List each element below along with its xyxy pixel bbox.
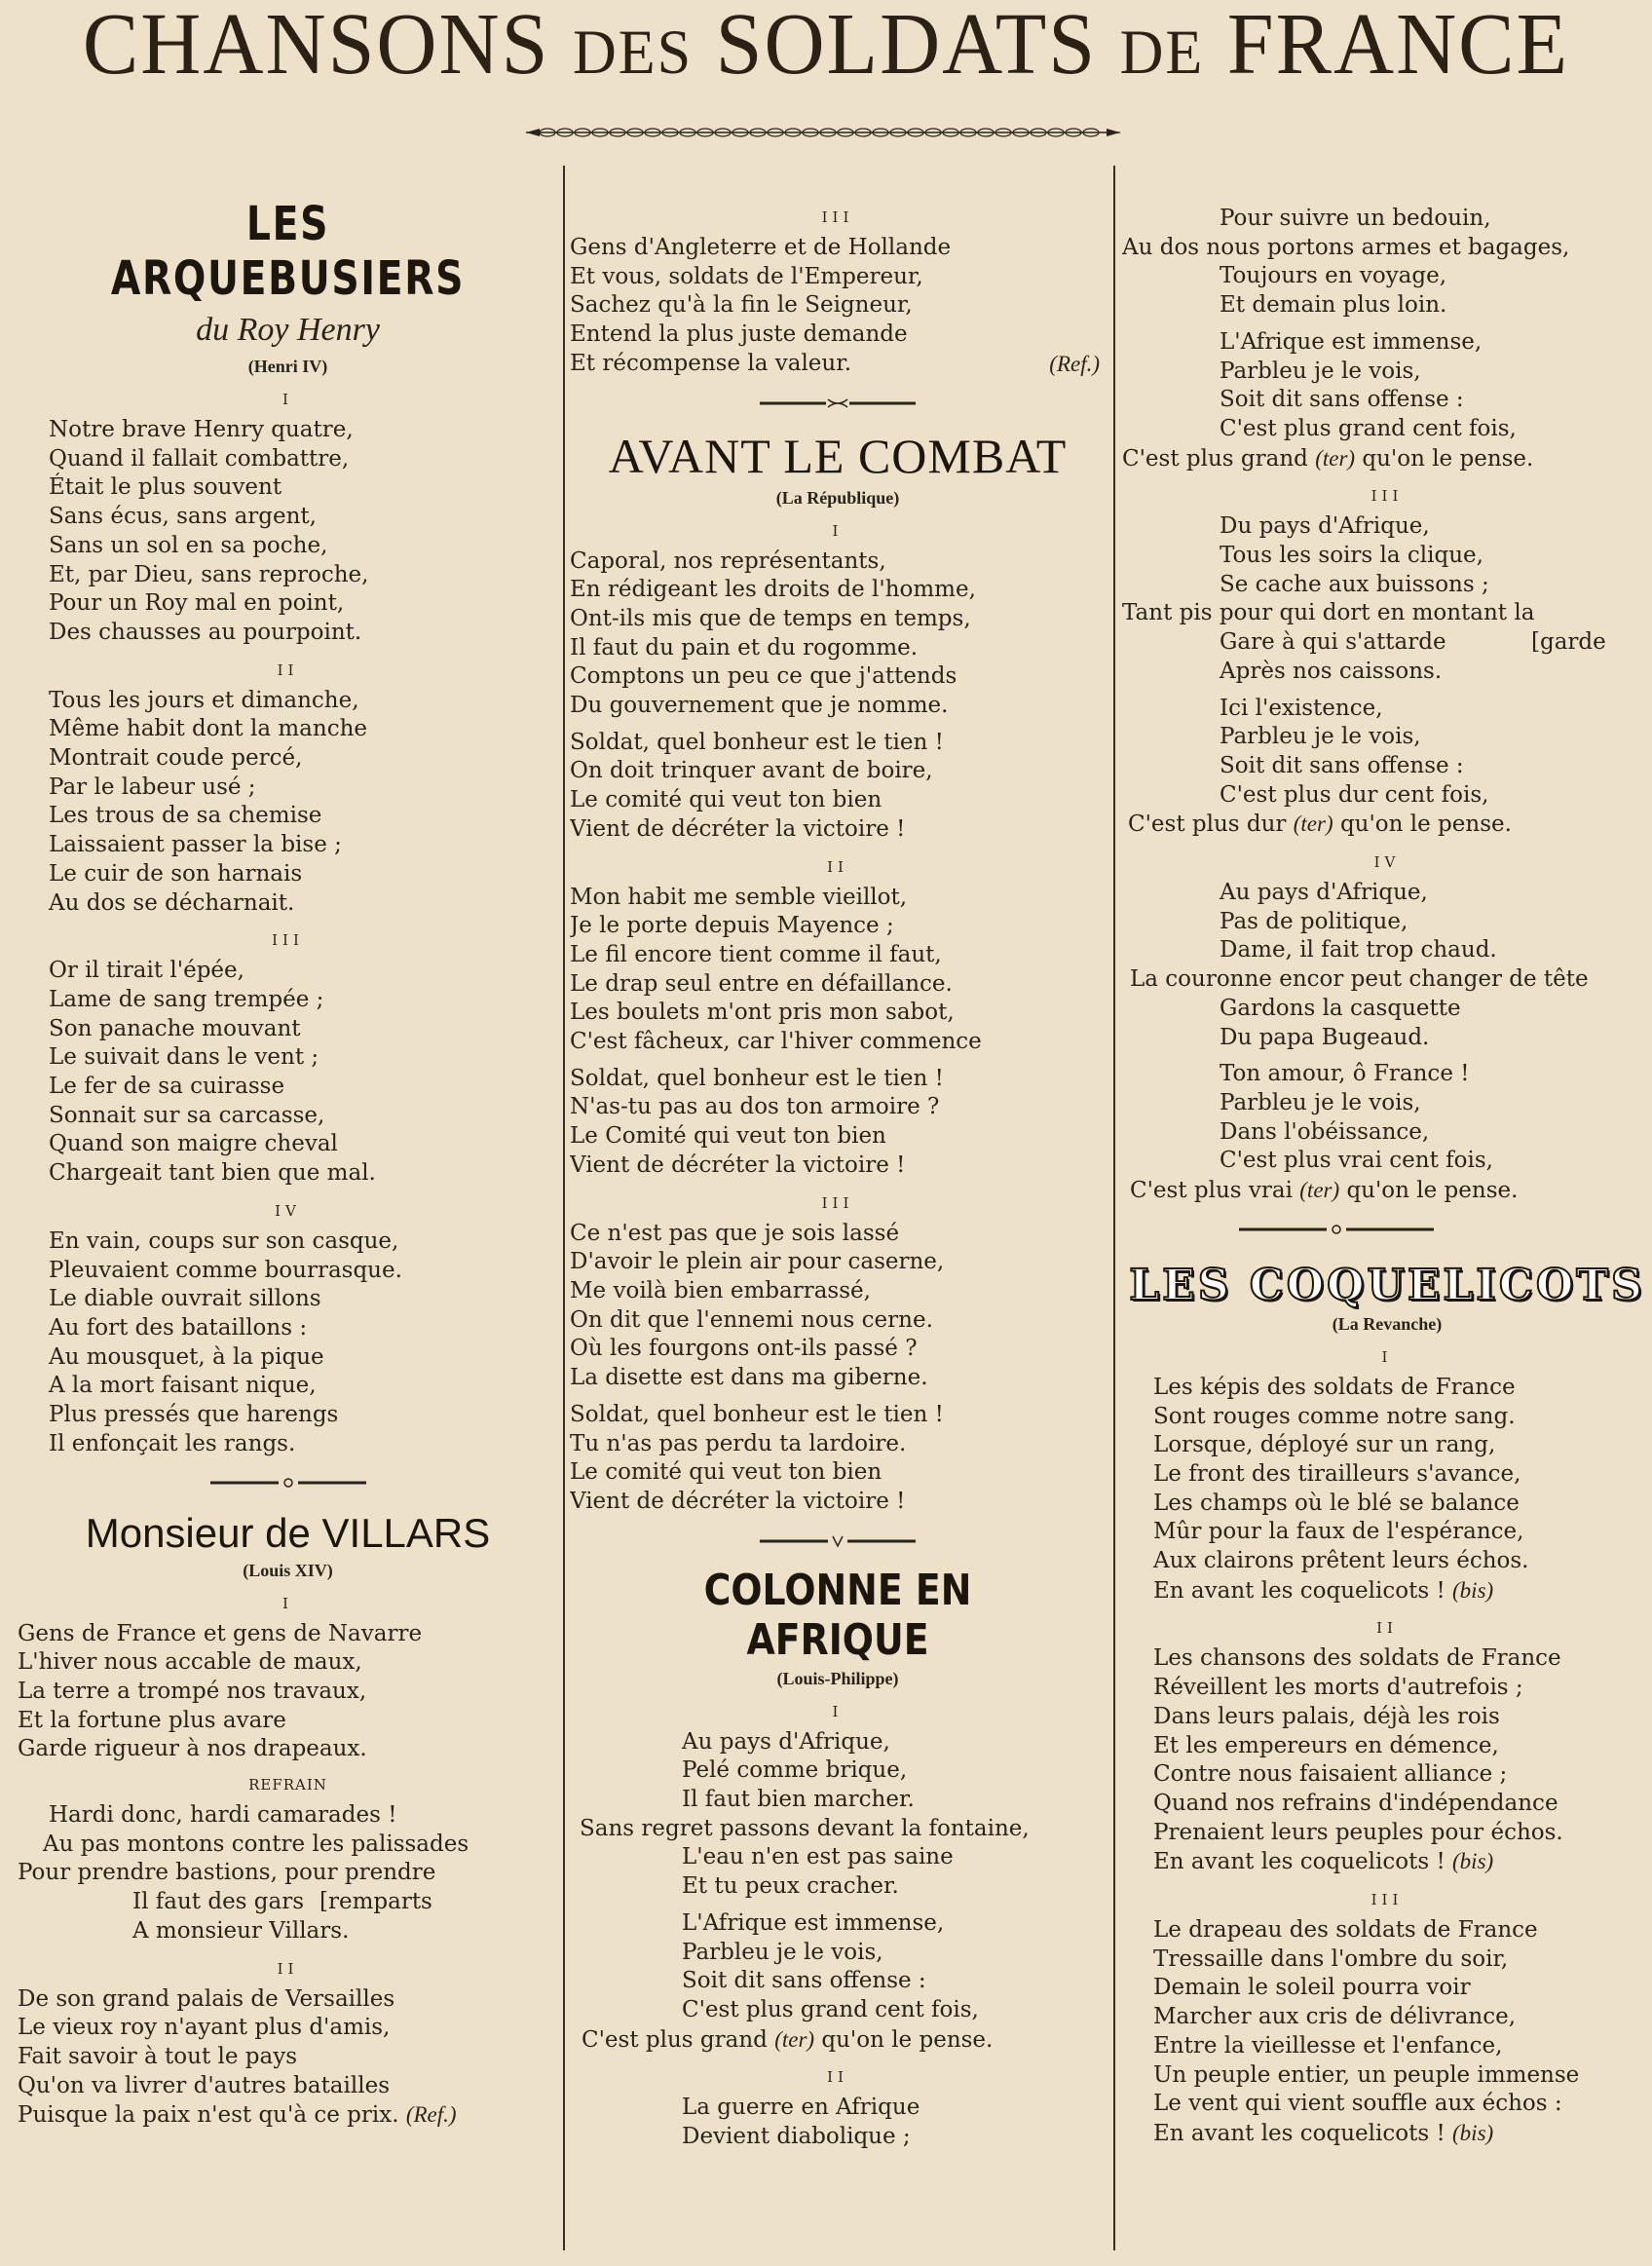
column-rule-right xyxy=(1113,166,1115,2250)
verse-line: Où les fourgons ont-ils passé ? xyxy=(570,1336,918,1362)
verse-line: Ont-ils mis que de temps en temps, xyxy=(570,605,971,631)
song-era: (Louis XIV) xyxy=(243,1560,333,1580)
stanza-number: III xyxy=(821,208,854,226)
verse-line: Comptons un peu ce que j'attends xyxy=(570,663,957,690)
stanza-number: III xyxy=(1370,1891,1404,1909)
verse-line: C'est fâcheux, car l'hiver commence xyxy=(570,1029,982,1055)
stanza-number: IV xyxy=(275,1201,301,1220)
song-era: (Louis-Philippe) xyxy=(776,1668,899,1688)
song-monsieur-de-villars xyxy=(18,1510,558,2132)
column-2 xyxy=(570,156,1106,2260)
verse-line: Lame de sang trempée ; xyxy=(49,986,324,1012)
verse-line: D'avoir le plein air pour caserne, xyxy=(570,1249,945,1275)
refrain-label: REFRAIN xyxy=(248,1776,327,1794)
verse-line: Sans un sol en sa poche, xyxy=(49,532,328,558)
stanza-number: II xyxy=(277,1959,299,1978)
song-colonne-en-afrique xyxy=(570,1566,1106,2152)
verse-line: La disette est dans ma giberne. xyxy=(570,1365,928,1391)
verse-line: Son panache mouvant xyxy=(49,1015,301,1041)
verse-line: Me voilà bien embarrassé, xyxy=(570,1277,871,1303)
stanza xyxy=(18,1227,558,1459)
refrain xyxy=(570,1401,1106,1517)
stanza xyxy=(18,416,558,648)
verse-line: A la mort faisant nique, xyxy=(49,1373,317,1399)
verse-line: Vient de décréter la victoire ! xyxy=(570,815,906,842)
song-era: (La Revanche) xyxy=(1332,1313,1443,1334)
masthead xyxy=(0,0,1652,107)
section-divider xyxy=(210,1477,366,1489)
verse-line: Montrait coude percé, xyxy=(49,745,303,772)
verse-line: Par le labeur usé ; xyxy=(49,774,256,800)
verse-line: Caporal, nos représentants, xyxy=(570,548,886,574)
verse-line: Au fort des bataillons : xyxy=(49,1314,308,1341)
stanza: Au pays d'Afrique, Pas de politique, Dame, il fait trop chaud. La couronne encor peut changer de tête Gardons la casquette Du papa Bugeaud. xyxy=(1130,880,1589,1050)
song-title: AVANT LE COMBAT xyxy=(608,428,1068,483)
verse-line: Les boulets m'ont pris mon sabot, xyxy=(570,1000,955,1026)
stanza-number: III xyxy=(272,931,304,950)
verse-line: N'as-tu pas au dos ton armoire ? xyxy=(570,1094,940,1120)
verse-line: Soldat, quel bonheur est le tien ! xyxy=(570,1401,944,1427)
refrain: Ici l'existence, Parbleu je le vois, Soit dit sans offense : C'est plus dur cent fois, C'est plus dur (ter) qu'on le pense. xyxy=(1128,695,1512,838)
column-1 xyxy=(18,156,558,2260)
verse-line: Il faut du pain et du rogomme. xyxy=(570,634,919,661)
verse-line: Tous les jours et dimanche, xyxy=(49,687,359,713)
verse-line: Pour un Roy mal en point, xyxy=(49,590,345,617)
verse-line: Le fer de sa cuirasse xyxy=(49,1074,285,1100)
stanza-number: I xyxy=(832,521,844,540)
verse-line: Quand son maigre cheval xyxy=(49,1131,338,1157)
verse-line: L'hiver nous accable de maux, xyxy=(18,1649,362,1676)
verse-line: Vient de décréter la victoire ! xyxy=(570,1488,906,1514)
stanza-number: II xyxy=(1376,1619,1398,1638)
song-subtitle: du Roy Henry xyxy=(196,312,380,348)
column-3 xyxy=(1122,156,1652,2260)
verse-line: Ce n'est pas que je sois lassé xyxy=(570,1220,900,1246)
verse-line: Gens de France et gens de Navarre xyxy=(18,1620,423,1646)
stanza: Gens d'Angleterre et de Hollande Et vous, soldats de l'Empereur, Sachez qu'à la fin le Seigneur, Entend la plus juste demande Et récompense la valeur. (Ref.) xyxy=(570,235,1100,376)
song-avant-le-combat xyxy=(570,428,1106,1517)
verse-line: Or il tirait l'épée, xyxy=(49,958,244,984)
verse-line: Le cuir de son harnais xyxy=(49,860,303,887)
verse-line: Le comité qui veut ton bien xyxy=(570,1459,882,1486)
verse-line: Vient de décréter la victoire ! xyxy=(570,1152,906,1178)
stanza-number: II xyxy=(827,857,848,876)
stanza xyxy=(18,1620,558,1765)
verse-line: En vain, coups sur son casque, xyxy=(49,1227,399,1254)
verse-line: Et la fortune plus avare xyxy=(18,1707,286,1733)
verse-line: Le diable ouvrait sillons xyxy=(49,1286,321,1312)
stanza-number: IV xyxy=(1373,853,1401,872)
verse-line: Même habit dont la manche xyxy=(49,716,368,742)
stanza-number: III xyxy=(821,1193,854,1212)
verse-line: Le suivait dans le vent ; xyxy=(49,1044,319,1071)
refrain: L'Afrique est immense, Parbleu je le vois, Soit dit sans offense : C'est plus grand cent fois, C'est plus grand (ter) qu'on le pense. xyxy=(582,1909,994,2053)
stanza-number: I xyxy=(282,391,293,408)
verse-line: Soldat, quel bonheur est le tien ! xyxy=(570,729,944,755)
verse-line: Le fil encore tient comme il faut, xyxy=(570,941,942,967)
verse-line: Pleuvaient comme bourrasque. xyxy=(49,1257,402,1283)
verse-line: On doit trinquer avant de boire, xyxy=(570,758,933,784)
stanza: La guerre en Afrique Devient diabolique ; xyxy=(682,2095,920,2150)
stanza: Pour suivre un bedouin, Au dos nous portons armes et bagages, Toujours en voyage, Et demain plus loin. xyxy=(1122,206,1570,319)
verse-line: Au mousquet, à la pique xyxy=(49,1343,324,1370)
verse-line: Garde rigueur à nos drapeaux. xyxy=(18,1736,367,1762)
verse-line: Notre brave Henry quatre, xyxy=(49,417,354,442)
verse-line: Le Comité qui veut ton bien xyxy=(570,1123,886,1150)
song-colonne-en-afrique-continued xyxy=(1122,205,1652,1206)
song-les-arquebusiers xyxy=(18,197,558,1459)
stanza-number: I xyxy=(832,1702,844,1720)
stanza: Les chansons des soldats de France Réveillent les morts d'autrefois ; Dans leurs palais, déjà les rois Et les empereurs en démence, Contre nous faisaient alliance ; Quand nos refrains d'indépendance Prenaient leurs peuples pour échos. En avant les coquelicots ! (bis) xyxy=(1153,1645,1563,1875)
verse-line: Chargeait tant bien que mal. xyxy=(49,1160,376,1187)
stanza: Les képis des soldats de France Sont rouges comme notre sang. Lorsque, déployé sur un rang, Le front des tirailleurs s'avance, Les champs où le blé se balance Mûr pour la faux de l'espérance, Aux clairons prêtent leurs échos. En avant les coquelicots ! (bis) xyxy=(1153,1374,1529,1604)
verse-line: Sans écus, sans argent, xyxy=(49,504,317,530)
refrain: L'Afrique est immense, Parbleu je le vois, Soit dit sans offense : C'est plus grand cent fois, C'est plus grand (ter) qu'on le pense. xyxy=(1122,328,1534,472)
section-divider xyxy=(1239,1224,1434,1235)
stanza: Au pays d'Afrique, Pelé comme brique, Il faut bien marcher. Sans regret passons devant la fontaine, L'eau n'en est pas saine Et tu peux cracher. xyxy=(580,1728,1030,1900)
verse-line: Et, par Dieu, sans reproche, xyxy=(49,561,369,587)
section-divider xyxy=(760,397,916,410)
song-era: (Henri IV) xyxy=(247,357,328,376)
song-title: LES ARQUEBUSIERS xyxy=(110,197,466,306)
verse-line: Du gouvernement que je nomme. xyxy=(570,693,949,719)
stanza xyxy=(570,548,1106,721)
verse-line: On dit que l'ennemi nous cerne. xyxy=(570,1306,933,1333)
stanza: Le drapeau des soldats de France Tressaille dans l'ombre du soir, Demain le soleil pourra voir Marcher aux cris de délivrance, Entre la vieillesse et l'enfance, Un peuple entier, un peuple immense Le vent qui vient souffle aux échos : En avant les coquelicots ! (bis) xyxy=(1153,1917,1580,2146)
song-title: COLONNE EN AFRIQUE xyxy=(703,1565,972,1665)
verse-line: Le drap seul entre en défaillance. xyxy=(570,970,953,997)
verse-line: Je le porte depuis Mayence ; xyxy=(570,913,894,939)
masthead-title: CHANSONS DES SOLDATS DE FRANCE xyxy=(82,0,1570,94)
verse-line: En rédigeant les droits de l'homme, xyxy=(570,577,976,603)
song-les-coquelicots xyxy=(1122,1261,1652,2149)
stanza xyxy=(18,957,558,1189)
song-title: LES COQUELICOTS xyxy=(1129,1260,1645,1310)
verse-line: Des chausses au pourpoint. xyxy=(49,619,362,645)
verse-line: Soldat, quel bonheur est le tien ! xyxy=(570,1065,944,1091)
stanza xyxy=(18,687,558,919)
verse-line: Sonnait sur sa carcasse, xyxy=(49,1102,325,1128)
header-ornament xyxy=(526,125,1120,140)
stanza: Du pays d'Afrique, Tous les soirs la clique, Se cache aux buissons ; Tant pis pour qui dort en montant la Gare à qui s'attarde [garde Après nos caissons. xyxy=(1122,513,1606,684)
song-title: Monsieur de VILLARS xyxy=(85,1509,491,1556)
verse-line: Mon habit me semble vieillot, xyxy=(570,884,908,910)
song-era: (La République) xyxy=(775,487,900,508)
stanza-number: II xyxy=(277,661,299,679)
stanza-number: I xyxy=(1381,1347,1393,1366)
stanza-number: III xyxy=(1370,487,1404,506)
verse-line: Au dos se décharnait. xyxy=(49,889,295,916)
refrain: Ton amour, ô France ! Parbleu je le vois, Dans l'obéissance, C'est plus vrai cent fois, C'est plus vrai (ter) qu'on le pense. xyxy=(1130,1061,1519,1204)
song-villars-continued xyxy=(570,208,1106,379)
stanza: De son grand palais de Versailles Le vieux roy n'ayant plus d'amis, Fait savoir à tout le pays Qu'on va livrer d'autres batailles Puisque la paix n'est qu'à ce prix. (Ref.) xyxy=(18,1985,457,2129)
refrain xyxy=(570,729,1106,845)
verse-line: Il enfonçait les rangs. xyxy=(49,1430,296,1456)
verse-line: Laissaient passer la bise ; xyxy=(49,832,342,858)
verse-line: Quand il fallait combattre, xyxy=(49,445,350,472)
stanza xyxy=(570,884,1106,1057)
column-rule-left xyxy=(563,166,565,2250)
stanza-number: II xyxy=(827,2068,848,2087)
section-divider xyxy=(760,1534,916,1548)
verse-line: Plus pressés que harengs xyxy=(49,1402,339,1428)
verse-line: La terre a trompé nos travaux, xyxy=(18,1678,367,1704)
stanza-number: I xyxy=(282,1594,293,1612)
verse-line: Tu n'as pas perdu ta lardoire. xyxy=(570,1430,907,1456)
verse-line: Le comité qui veut ton bien xyxy=(570,787,882,813)
verse-line: Était le plus souvent xyxy=(49,474,282,501)
verse-line: Les trous de sa chemise xyxy=(49,803,322,829)
refrain: Hardi donc, hardi camarades ! Au pas montons contre les palissades Pour prendre bastions, pour prendre Il faut des gars [remparts A monsieur Villars. xyxy=(18,1802,469,1944)
stanza xyxy=(570,1220,1106,1393)
refrain xyxy=(570,1065,1106,1181)
